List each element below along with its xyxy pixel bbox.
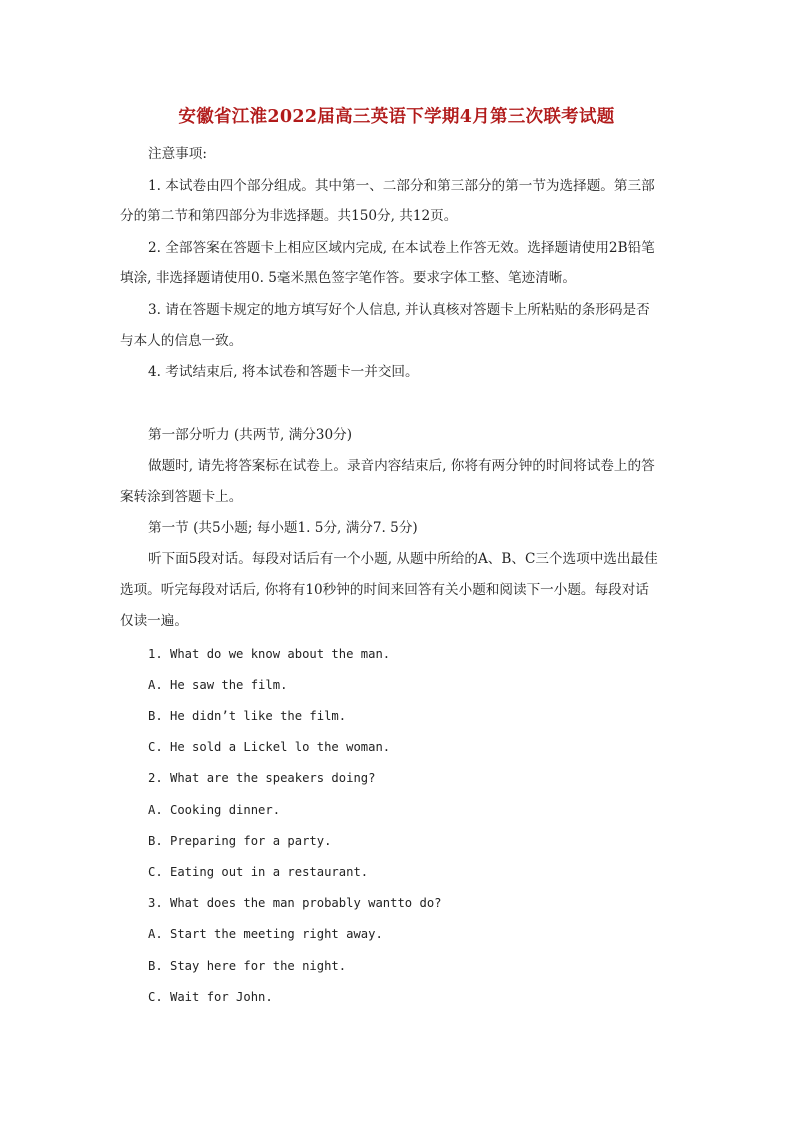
question-3-option-b: B. Stay here for the night. [148,959,347,973]
section1-instruction-line-2: 选项。听完每段对话后, 你将有10秒钟的时间来回答有关小题和阅读下一小题。每段对话 [120,582,649,598]
notice-item-1-line-1: 1. 本试卷由四个部分组成。其中第一、二部分和第三部分的第一节为选择题。第三部 [148,178,655,194]
section1-heading: 第一节 (共5小题; 每小题1. 5分, 满分7. 5分) [148,520,418,536]
part1-instruction-line-2: 案转涂到答题卡上。 [120,489,243,505]
question-2-option-b: B. Preparing for a party. [148,834,332,848]
page-title: 安徽省江淮2022届高三英语下学期4月第三次联考试题 [178,107,615,127]
question-2-option-a: A. Cooking dinner. [148,803,281,817]
notice-item-3-line-2: 与本人的信息一致。 [120,333,243,349]
notice-item-4: 4. 考试结束后, 将本试卷和答题卡一并交回。 [148,364,419,380]
question-3-stem: 3. What does the man probably wantto do? [148,896,442,910]
question-3-option-a: A. Start the meeting right away. [148,927,383,941]
part1-instruction-line-1: 做题时, 请先将答案标在试卷上。录音内容结束后, 你将有两分钟的时间将试卷上的答 [148,458,655,474]
question-2-option-c: C. Eating out in a restaurant. [148,865,369,879]
notice-heading: 注意事项: [148,146,207,162]
section1-instruction-line-1: 听下面5段对话。每段对话后有一个小题, 从题中所给的A、B、C三个选项中选出最佳 [148,551,658,567]
notice-item-1-line-2: 分的第二节和第四部分为非选择题。共150分, 共12页。 [120,208,458,224]
question-1-option-c: C. He sold a Lickel lo the woman. [148,740,391,754]
question-2-stem: 2. What are the speakers doing? [148,771,376,785]
question-3-option-c: C. Wait for John. [148,990,273,1004]
part1-heading: 第一部分听力 (共两节, 满分30分) [148,427,352,443]
question-1-option-a: A. He saw the film. [148,678,288,692]
question-1-option-b: B. He didn’t like the film. [148,709,347,723]
notice-item-2-line-2: 填涂, 非选择题请使用0. 5毫米黑色签字笔作答。要求字体工整、笔迹清晰。 [120,270,576,286]
notice-item-2-line-1: 2. 全部答案在答题卡上相应区域内完成, 在本试卷上作答无效。选择题请使用2B铅笔 [148,240,655,256]
question-1-stem: 1. What do we know about the man. [148,647,391,661]
section1-instruction-line-3: 仅读一遍。 [120,613,188,629]
notice-item-3-line-1: 3. 请在答题卡规定的地方填写好个人信息, 并认真核对答题卡上所粘贴的条形码是否 [148,302,650,318]
